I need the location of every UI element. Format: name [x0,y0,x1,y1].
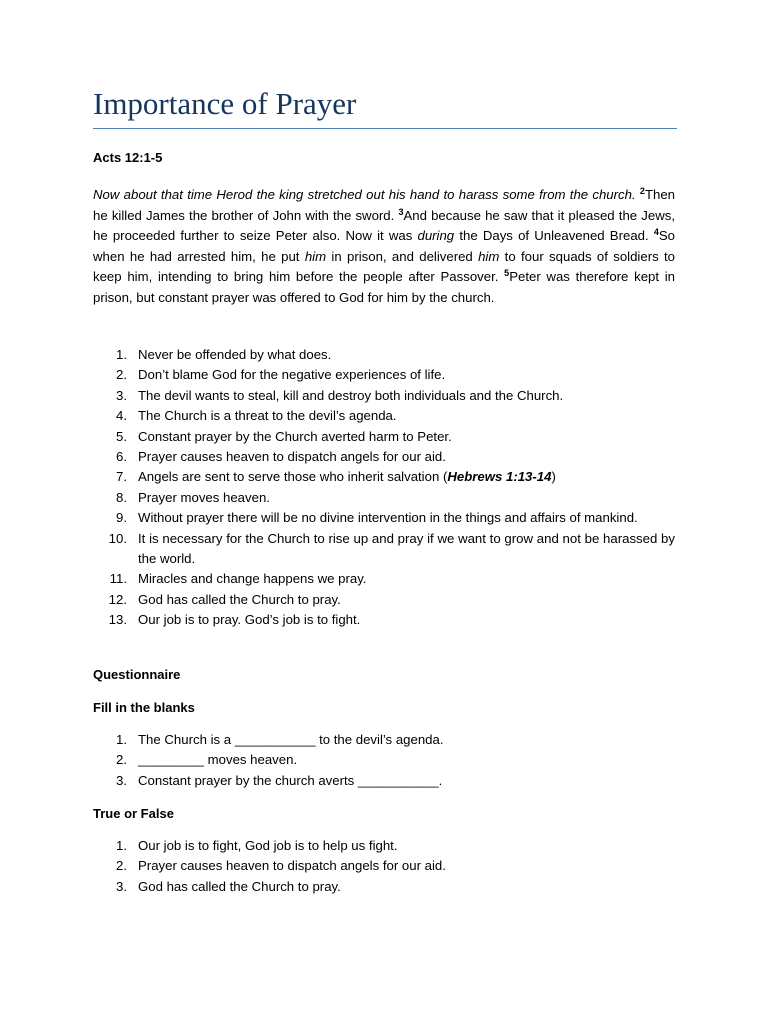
verse-3-emphasis: during [417,228,455,244]
list-item: 2. _________ moves heaven. [116,752,298,768]
questionnaire-heading: Questionnaire [93,667,181,682]
list-item: 7. Angels are sent to serve those who inherit salvation (Hebrews 1:13-14) [116,469,556,485]
list-item: 12. God has called the Church to pray. [108,591,341,607]
verse-4-emphasis-1: him [304,248,327,264]
verse-2-text: Then he killed James the brother of John with the sword. [93,187,675,223]
verse-number-3: 3 [398,206,404,217]
list-item: 3. Constant prayer by the church averts ___________. [116,772,443,788]
lessons-list [93,345,675,631]
true-or-false-heading: True or False [93,806,174,821]
verse-3-text-b: the Days of Unleavened Bread. [454,228,649,244]
list-item: 1. Never be offended by what does. [116,347,332,362]
list-item: 1. The Church is a ___________ to the devil’s agenda. [116,732,444,747]
list-item: 3. The devil wants to steal, kill and destroy both individuals and the Church. [116,387,564,403]
list-item: 5. Constant prayer by the Church averted harm to Peter. [116,428,452,444]
scripture-passage [93,185,675,309]
scripture-reference: Acts 12:1-5 [93,150,163,165]
verse-number-4: 4 [653,227,659,238]
verse-5-text: Peter was therefore kept in prison, but constant prayer was offered to God for him by the church. [93,269,676,305]
verse-4-text-c: to four squads of soldiers to keep him, intending to bring him before the people after Passover. [93,248,676,285]
list-item: 9. Without prayer there will be no divine intervention in the things and affairs of mankind. [116,510,638,526]
verse-4-text-b: in prison, and delivered [326,248,479,264]
list-item: 2. Prayer causes heaven to dispatch angels for our aid. [116,858,446,874]
verse-4-text-a: So when he had arrested him, he put [93,228,676,264]
verse-3-text-a: And because he saw that it pleased the Jews, he proceeded further to seize Peter also. Now it was [93,207,675,244]
fill-in-blanks-list [93,730,675,791]
bible-reference: Hebrews 1:13-14 [447,469,552,485]
list-item: 8. Prayer moves heaven. [116,489,270,505]
true-or-false-list [93,836,675,897]
list-item: 10. It is necessary for the Church to rise up and pray if we want to grow and not be harassed by the world. [108,530,675,567]
verse-number-5: 5 [504,268,510,279]
page-title: Importance of Prayer [93,86,357,121]
list-item: 1. Our job is to fight, God job is to help us fight. [116,838,398,853]
fill-in-blanks-heading: Fill in the blanks [93,700,195,715]
passage-intro: Now about that time Herod the king stretched out his hand to harass some from the church. [93,187,636,202]
list-item: 2. Don’t blame God for the negative experiences of life. [116,367,446,383]
verse-4-emphasis-2: him [478,248,500,264]
list-item: 3. God has called the Church to pray. [116,878,341,894]
list-item: 6. Prayer causes heaven to dispatch angels for our aid. [116,449,446,465]
list-item: 11. Miracles and change happens we pray. [109,571,367,587]
title-underline-divider [93,128,677,129]
list-item: 4. The Church is a threat to the devil’s agenda. [116,408,397,424]
list-item: 13. Our job is to pray. God’s job is to fight. [108,612,361,628]
verse-number-2: 2 [639,186,645,196]
